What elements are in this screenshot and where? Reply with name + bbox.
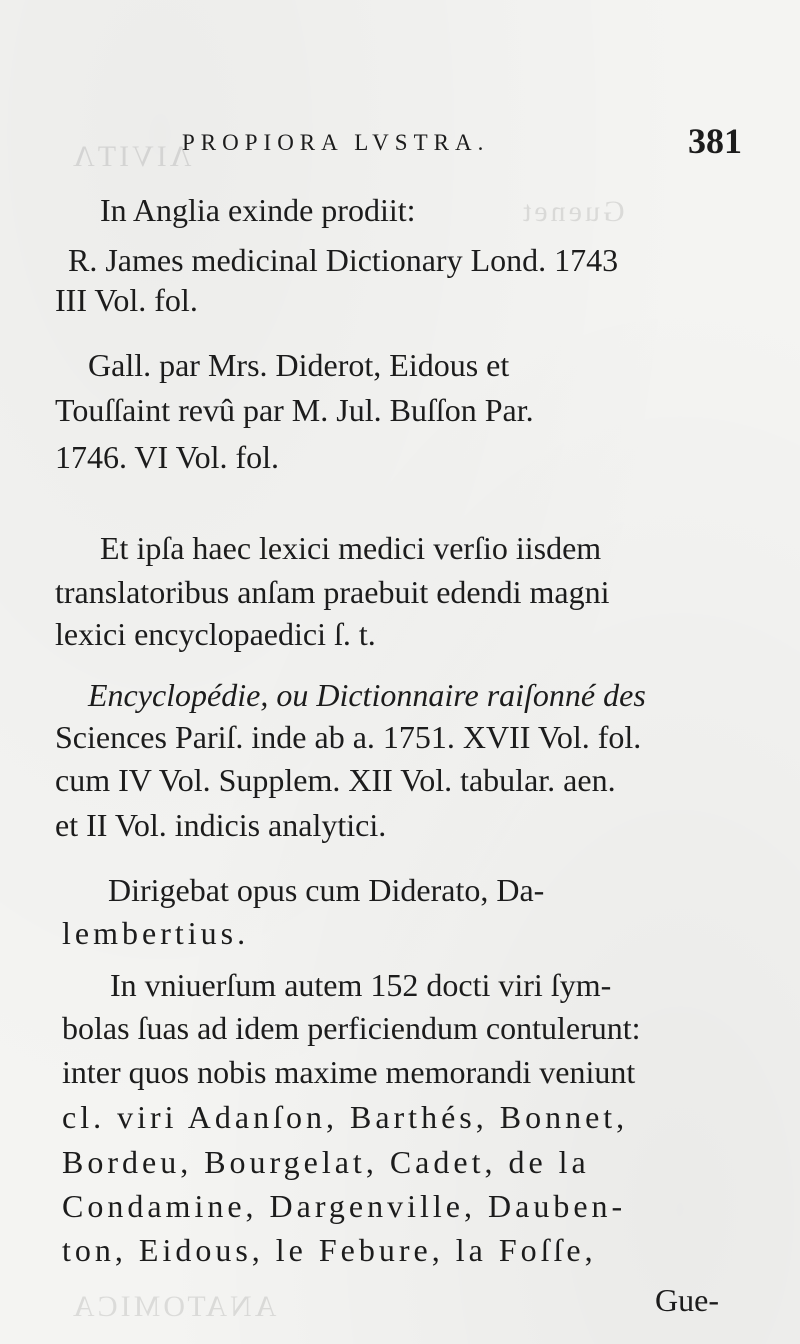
- text-line: translatoribus anſam praebuit edendi magni: [55, 574, 610, 610]
- text-line: Dirigebat opus cum Diderato, Da-: [108, 872, 545, 908]
- text-line: Condamine, Dargenville, Dauben-: [62, 1188, 627, 1224]
- text-line: R. James medicinal Dictionary Lond. 1743: [68, 242, 619, 278]
- running-head: PROPIORA LVSTRA.: [182, 130, 490, 155]
- text-line: III Vol. fol.: [55, 282, 198, 318]
- text-line: cl. viri Adanſon, Barthés, Bonnet,: [62, 1099, 629, 1135]
- text-line: lexici encyclopaedici ſ. t.: [55, 616, 376, 652]
- text-line: Touſſaint revû par M. Jul. Buſſon Par.: [55, 392, 534, 428]
- text-line: ton, Eidous, le Febure, la Foſſe,: [62, 1232, 597, 1268]
- text-line: et II Vol. indicis analytici.: [55, 807, 387, 843]
- text-line: Bordeu, Bourgelat, Cadet, de la: [62, 1144, 590, 1180]
- page-number: 381: [688, 121, 742, 161]
- bleed-through-text: Guenet: [520, 195, 625, 228]
- text-line: inter quos nobis maxime memorandi veniunt: [62, 1054, 636, 1090]
- text-line: In vniuerſum autem 152 docti viri ſym-: [110, 967, 612, 1003]
- text-line: lembertius.: [62, 915, 250, 951]
- text-line: Et ipſa haec lexici medici verſio iisdem: [100, 530, 602, 566]
- text-line: Sciences Pariſ. inde ab a. 1751. XVII Vol. fol.: [55, 719, 642, 755]
- bleed-through-text: ΛIVITΛ: [70, 140, 192, 173]
- page-header: [120, 120, 760, 164]
- text-line: cum IV Vol. Supplem. XII Vol. tabular. aen.: [55, 762, 616, 798]
- catchword: Gue-: [655, 1282, 719, 1318]
- bleed-through-text: ANATOMICA: [70, 1290, 277, 1323]
- text-line: 1746. VI Vol. fol.: [55, 439, 280, 475]
- text-line: Encyclopédie, ou Dictionnaire raiſonné des: [88, 677, 646, 713]
- text-line: In Anglia exinde prodiit:: [100, 192, 416, 228]
- text-line: Gall. par Mrs. Diderot, Eidous et: [88, 347, 510, 383]
- text-line: bolas ſuas ad idem perficiendum contulerunt:: [62, 1010, 641, 1046]
